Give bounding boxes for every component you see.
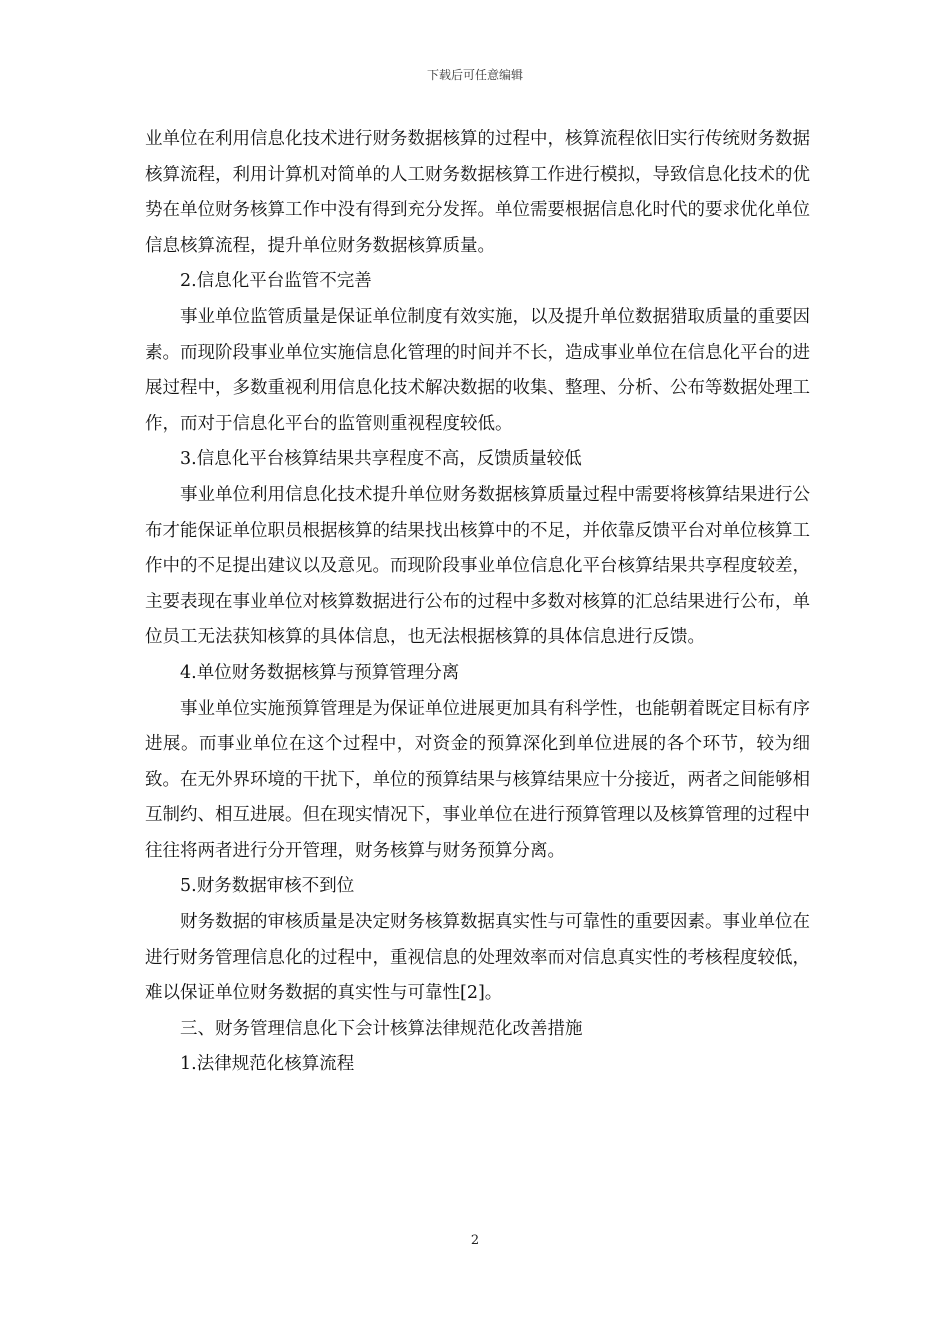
section-heading-legal-process: 1.法律规范化核算流程 (180, 1054, 355, 1075)
paragraph-result-sharing: 事业单位利用信息化技术提升单位财务数据核算质量过程中需要将核算结果进行公布才能保证单位职员根据核算的结果找出核算中的不足，并依靠反馈平台对单位核算工作中的不足提出建议以及意见。而现阶段事业单位信息化平台核算结果共享程度较差，主要表现在事业单位对核算数据进行公布的过程中多数对核算的汇总结果进行公布，单位员工无法获知核算的具体信息，也无法根据核算的具体信息进行反馈。 (145, 484, 810, 648)
page-header: 下载后可任意编辑 (426, 68, 523, 82)
paragraph-platform-supervision: 事业单位监管质量是保证单位制度有效实施，以及提升单位数据猎取质量的重要因素。而现阶段事业单位实施信息化管理的时间并不长，造成事业单位在信息化平台的进展过程中，多数重视利用信息化技术解决数据的收集、整理、分析、公布等数据处理工作，而对于信息化平台的监管则重视程度较低。 (145, 306, 810, 434)
paragraph-data-audit: 财务数据的审核质量是决定财务核算数据真实性与可靠性的重要因素。事业单位在进行财务管理信息化的过程中，重视信息的处理效率而对信息真实性的考核程度较低，难以保证单位财务数据的真实性与可靠性[2]。 (145, 912, 810, 1004)
section-heading-budget-separation: 4.单位财务数据核算与预算管理分离 (180, 662, 460, 683)
chapter-heading-improvement-measures: 三、财务管理信息化下会计核算法律规范化改善措施 (180, 1018, 583, 1039)
page-number: 2 (470, 1233, 480, 1248)
paragraph-budget-separation: 事业单位实施预算管理是为保证单位进展更加具有科学性，也能朝着既定目标有序进展。而事业单位在这个过程中，对资金的预算深化到单位进展的各个环节，较为细致。在无外界环境的干扰下，单位的预算结果与核算结果应十分接近，两者之间能够相互制约、相互进展。但在现实情况下，事业单位在进行预算管理以及核算管理的过程中往往将两者进行分开管理，财务核算与财务预算分离。 (145, 698, 810, 861)
section-heading-result-sharing: 3.信息化平台核算结果共享程度不高，反馈质量较低 (180, 449, 582, 470)
paragraph-continued: 业单位在利用信息化技术进行财务数据核算的过程中，核算流程依旧实行传统财务数据核算流程，利用计算机对简单的人工财务数据核算工作进行模拟，导致信息化技术的优势在单位财务核算工作中没有得到充分发挥。单位需要根据信息化时代的要求优化单位信息核算流程，提升单位财务数据核算质量。 (145, 129, 810, 256)
section-heading-platform-supervision: 2.信息化平台监管不完善 (180, 271, 372, 292)
section-heading-data-audit: 5.财务数据审核不到位 (180, 876, 355, 897)
document-body (145, 122, 810, 1083)
